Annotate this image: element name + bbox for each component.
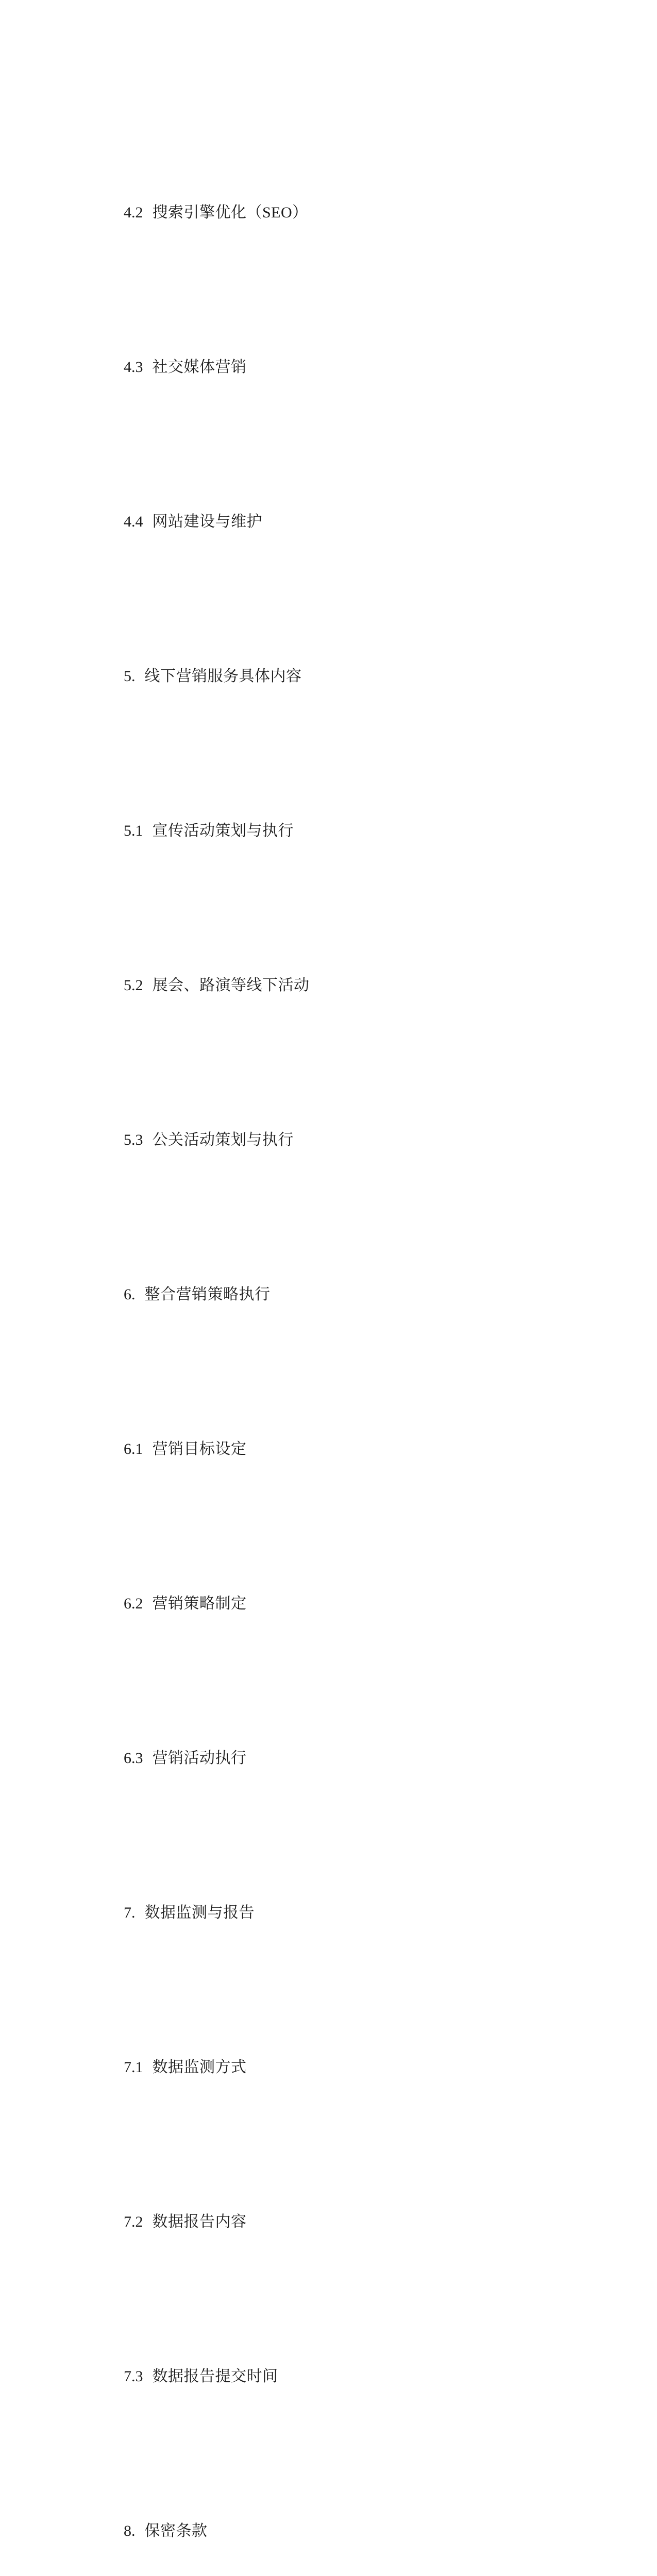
toc-item-number: 6.1 [124,1440,143,1458]
toc-item [124,2512,626,2550]
toc-item-title: 营销策略制定 [152,1595,247,1612]
toc-item-number: 7.2 [124,2213,143,2230]
toc-item-title: 保密条款 [144,2522,208,2539]
toc-item-number: 5. [124,668,136,685]
toc-item [124,2202,626,2241]
toc-item [124,1430,626,1468]
toc-item-number: 5.1 [124,822,143,839]
toc-item-number: 4.2 [124,204,143,221]
toc-item-title: 宣传活动策划与执行 [152,822,294,839]
toc-item-title: 展会、路演等线下活动 [152,977,310,994]
toc-item-title: 数据监测与报告 [144,1904,255,1921]
toc-item [124,2048,626,2087]
toc-item [124,2357,626,2396]
toc-item-title: 网站建设与维护 [152,513,262,530]
toc-item-title: 数据监测方式 [152,2059,247,2076]
toc-item [124,502,626,541]
toc-item [124,348,626,386]
toc-item-title: 公关活动策划与执行 [152,1131,294,1148]
toc-item-title: 营销活动执行 [152,1750,247,1767]
toc-item [124,1893,626,1932]
toc-item-title: 数据报告内容 [152,2213,247,2230]
toc-item [124,1121,626,1159]
toc-list [124,77,626,2576]
toc-item-number: 7. [124,1904,136,1921]
toc-item-number: 4.3 [124,359,143,376]
toc-item-number: 8. [124,2522,136,2539]
toc-item-number: 7.1 [124,2059,143,2076]
toc-item-number: 5.3 [124,1131,143,1148]
toc-item-title: 线下营销服务具体内容 [144,668,302,685]
toc-item-title: 数据报告提交时间 [152,2368,278,2385]
toc-item [124,193,626,232]
toc-item-number: 7.3 [124,2368,143,2385]
toc-item [124,1739,626,1777]
toc-item-title: 整合营销策略执行 [144,1286,271,1303]
toc-item [124,1275,626,1314]
toc-item [124,811,626,850]
toc-item-title: 营销目标设定 [152,1440,247,1458]
toc-item-title: 社交媒体营销 [152,359,247,376]
toc-item-number: 6.3 [124,1750,143,1767]
toc-item [124,966,626,1005]
toc-item [124,1584,626,1623]
toc-item [124,657,626,696]
toc-item-number: 5.2 [124,977,143,994]
toc-item-number: 6. [124,1286,136,1303]
toc-item-number: 4.4 [124,513,143,530]
toc-item-title: 搜索引擎优化（SEO） [152,204,308,221]
toc-item-number: 6.2 [124,1595,143,1612]
